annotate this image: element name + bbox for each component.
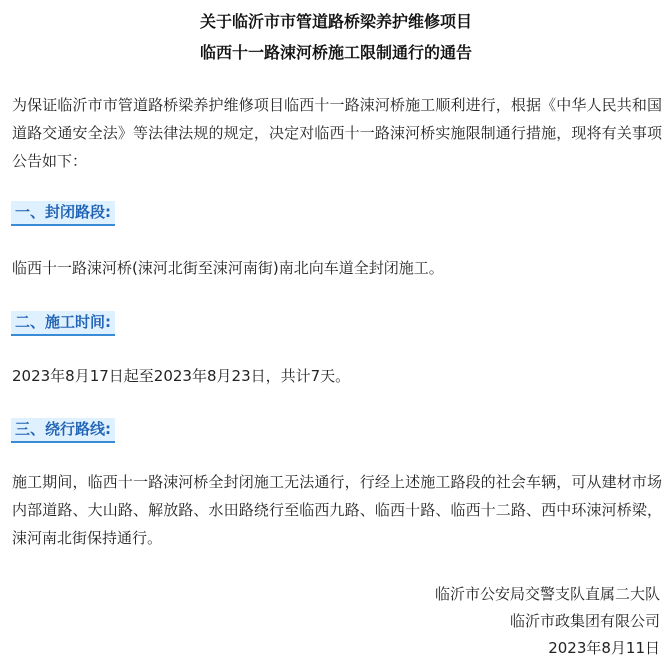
section-heading-construction-time: 二、施工时间: (11, 311, 115, 336)
section-heading-detour-route: 三、绕行路线: (11, 418, 115, 443)
notice-title-line2: 临西十一路涑河桥施工限制通行的通告 (199, 43, 472, 62)
section-body-detour-route: 施工期间，临西十一路涑河桥全封闭施工无法通行，行经上述施工路段的社会车辆，可从建材市场内部道路、大山路、解放路、水田路绕行至临西九路、临西十路、临西十二路、西中环涑河桥梁，涑河南北街保持通行。 (12, 473, 662, 547)
signature-issuer-police: 临沂市公安局交警支队直属二大队 (434, 585, 660, 603)
section-heading-closed-road: 一、封闭路段: (11, 201, 115, 226)
intro-paragraph: 为保证临沂市市管道路桥梁养护维修项目临西十一路涑河桥施工顺利进行，根据《中华人民共和国道路交通安全法》等法律法规的规定，决定对临西十一路涑河桥实施限制通行措施，现将有关事项公告如下： (12, 96, 662, 170)
signature-issuer-municipal-group: 临沂市政集团有限公司 (509, 612, 660, 630)
section-body-construction-time: 2023年8月17日起至2023年8月23日，共计7天。 (12, 367, 351, 385)
section-body-closed-road: 临西十一路涑河桥(涑河北街至涑河南街)南北向车道全封闭施工。 (12, 259, 444, 277)
signature-date: 2023年8月11日 (548, 639, 660, 657)
notice-title-line1: 关于临沂市市管道路桥梁养护维修项目 (199, 12, 472, 31)
